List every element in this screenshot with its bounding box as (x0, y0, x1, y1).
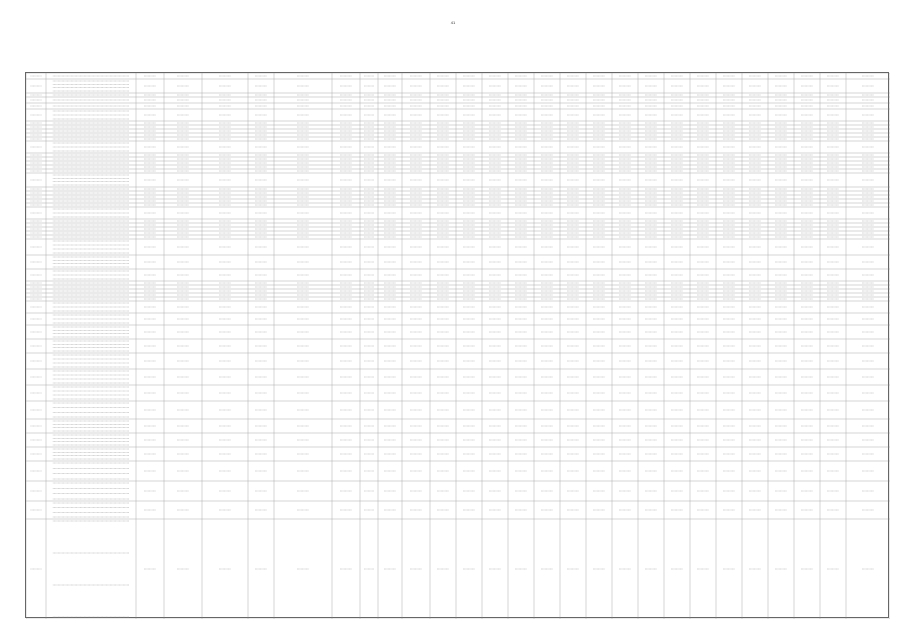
table-grid (26, 73, 890, 619)
data-table (25, 72, 889, 618)
page-number: 41 (450, 20, 456, 25)
